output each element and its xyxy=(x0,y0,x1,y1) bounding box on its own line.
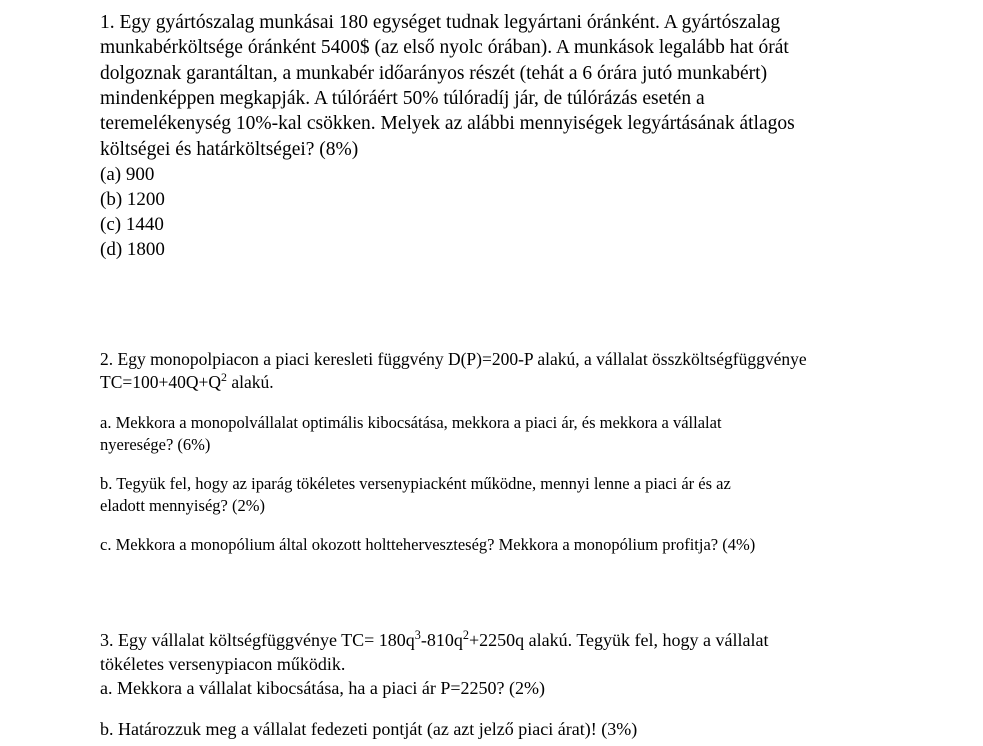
spacer-4 xyxy=(100,456,883,473)
question-1-line-2: munkabérköltsége óránként 5400$ (az első nyolc órában). A munkások legalább hat órát xyxy=(100,37,789,59)
question-1-option-d: (d) 1800 xyxy=(100,239,165,261)
question-3-tc-pre: 3. Egy vállalat költségfüggvénye TC= 180q xyxy=(100,630,415,651)
question-2 xyxy=(100,348,883,556)
question-3-tc-exponent-1: 3 xyxy=(414,628,421,643)
spacer-1 xyxy=(100,262,883,318)
question-2b-line-2: eladott mennyiség? (2%) xyxy=(100,495,265,515)
question-3-tc-exponent-2: 2 xyxy=(462,628,470,643)
question-3-tc-mid: -810q xyxy=(420,630,463,651)
question-2a-line-2: nyeresége? (6%) xyxy=(100,434,211,454)
question-1-option-c: (c) 1440 xyxy=(100,214,164,236)
question-2-tc-pre: TC=100+40Q+Q xyxy=(100,372,221,393)
question-2-tc-post: alakú. xyxy=(226,372,274,393)
question-1-line-3: dolgoznak garantáltan, a munkabér időarányos részét (tehát a 6 órára jutó munkabért) xyxy=(100,62,768,84)
question-3a: a. Mekkora a vállalat kibocsátása, ha a piaci ár P=2250? (2%) xyxy=(100,677,545,698)
spacer-6 xyxy=(100,556,883,612)
question-2a-line-1: a. Mekkora a monopolvállalat optimális kibocsátása, mekkora a piaci ár, és mekkora a vállalat xyxy=(100,412,722,432)
question-3-intro-line-1 xyxy=(100,629,883,653)
question-2c xyxy=(100,534,883,556)
question-1-option-a: (a) 900 xyxy=(100,164,155,186)
question-1-line-4: mindenképpen megkapják. A túlóráért 50% túlóradíj jár, de túlórázás esetén a xyxy=(100,88,705,110)
question-3-intro-line-2: tökéletes versenypiacon működik. xyxy=(100,654,346,675)
question-2-intro-line-1: 2. Egy monopolpiacon a piaci keresleti függvény D(P)=200-P alakú, a vállalat összköltségfüggvénye xyxy=(100,349,807,370)
question-1 xyxy=(100,10,883,262)
spacer-2 xyxy=(100,318,883,348)
question-3b: b. Határozzuk meg a vállalat fedezeti pontját (az azt jelző piaci árat)! (3%) xyxy=(100,718,638,739)
question-3-tc-post: +2250q alakú. Tegyük fel, hogy a vállalat xyxy=(469,630,769,651)
spacer-3 xyxy=(100,395,883,412)
question-1-option-b: (b) 1200 xyxy=(100,189,165,211)
question-1-line-6: költségei és határköltségei? (8%) xyxy=(100,138,359,160)
question-1-line-5: teremelékenység 10%-kal csökken. Melyek az alábbi mennyiségek legyártásának átlagos xyxy=(100,113,795,135)
question-2b xyxy=(100,473,883,517)
spacer-7 xyxy=(100,612,883,629)
question-1-line-1: 1. Egy gyártószalag munkásai 180 egységet tudnak legyártani óránként. A gyártószalag xyxy=(100,12,781,33)
question-3 xyxy=(100,629,883,742)
question-2c-line-1: c. Mekkora a monopólium által okozott holtteherveszteség? Mekkora a monopólium profitja? (4%) xyxy=(100,535,756,554)
spacer-8 xyxy=(100,701,883,718)
question-2b-line-1: b. Tegyük fel, hogy az iparág tökéletes versenypiacként működne, mennyi lenne a piaci ár és az xyxy=(100,473,731,493)
question-2-intro-line-2 xyxy=(100,371,883,394)
question-2a xyxy=(100,412,883,456)
spacer-5 xyxy=(100,517,883,534)
question-2-tc-exponent: 2 xyxy=(221,370,227,385)
